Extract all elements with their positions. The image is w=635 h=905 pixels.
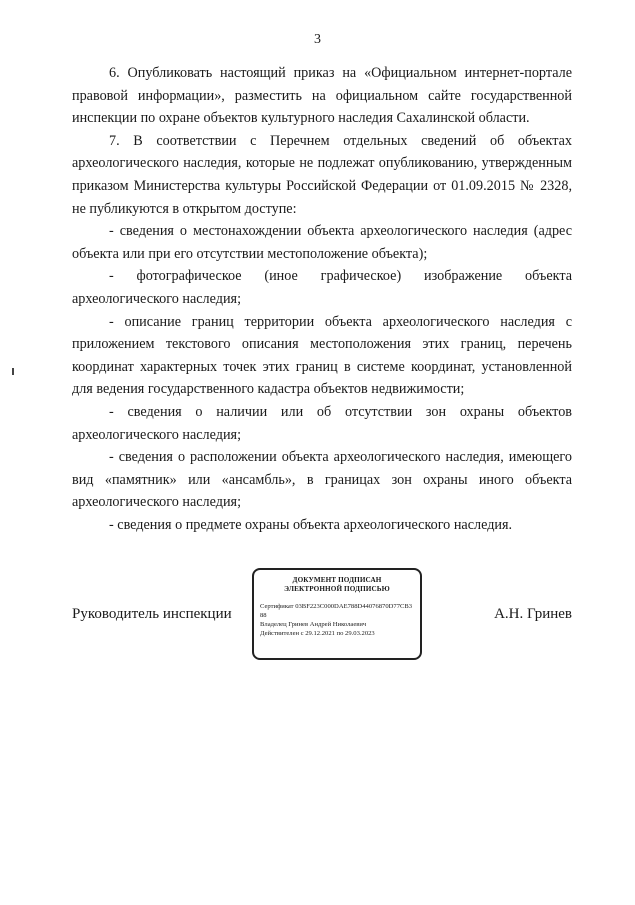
- document-body: [72, 62, 572, 536]
- stamp-details: [260, 602, 414, 638]
- stamp-certificate-cont: 88: [260, 612, 267, 619]
- paragraph-publish: 6. Опубликовать настоящий приказ на «Официальном интернет-портале правовой информации», разместить на официальном сайте государственной инспекции по охране объектов культурного наследия Сахалинской области.: [72, 65, 572, 127]
- stamp-title: [260, 576, 414, 594]
- stamp-validity: Действителен с 29.12.2021 по 29.03.2023: [260, 630, 375, 637]
- stamp-title-line: ДОКУМЕНТ ПОДПИСАН: [292, 576, 382, 584]
- list-item: - сведения о предмете охраны объекта археологического наследия.: [109, 516, 513, 533]
- list-item: - сведения о местонахождении объекта археологического наследия (адрес объекта или при его отсутствии местоположение объекта);: [72, 223, 572, 262]
- stamp-owner: Владелец Гринев Андрей Николаевич: [260, 621, 367, 628]
- signer-position: Руководитель инспекции: [72, 606, 232, 622]
- list-item: - фотографическое (иное графическое) изображение объекта археологического наследия;: [72, 268, 572, 307]
- paragraph-restrictions: 7. В соответствии с Перечнем отдельных сведений об объектах археологического наследия, которые не подлежат опубликованию, утвержденным приказом Министерства культуры Российской Федерации от 01.09.2015 № 2328, не публикуются в открытом доступе:: [72, 132, 572, 217]
- margin-mark: [12, 368, 14, 375]
- signer-name: А.Н. Гринев: [494, 606, 572, 622]
- electronic-signature-stamp: [252, 568, 422, 660]
- list-item: - описание границ территории объекта археологического наследия с приложением текстового описания местоположения этих границ, перечень координат характерных точек этих границ в системе координат, установленной для ведения государственного кадастра объектов недвижимости;: [72, 313, 572, 398]
- stamp-certificate: Сертификат 03BF223C000DAE788D44076870D77CB3: [260, 603, 413, 610]
- signature-block: [72, 568, 572, 668]
- page-number: 3: [314, 32, 321, 47]
- stamp-title-line: ЭЛЕКТРОННОЙ ПОДПИСЬЮ: [284, 585, 390, 593]
- list-item: - сведения о расположении объекта археологического наследия, имеющего вид «памятник» или «ансамбль», в границах зон охраны иного объекта археологического наследия;: [72, 449, 572, 511]
- list-item: - сведения о наличии или об отсутствии зон охраны объектов археологического наследия;: [72, 403, 572, 443]
